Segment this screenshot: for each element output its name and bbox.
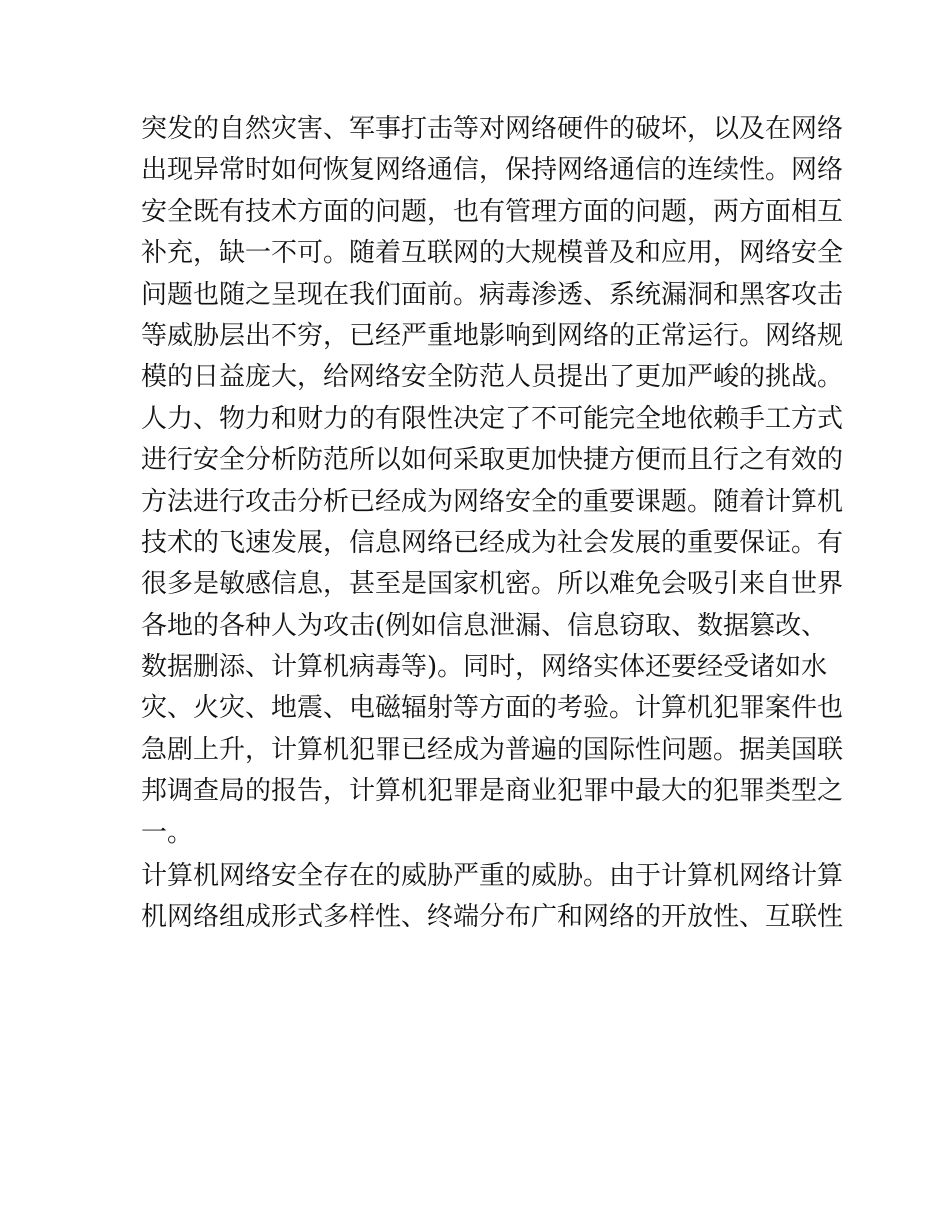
text-line: 急剧上升，计算机犯罪已经成为普遍的国际性问题。据美国联 — [141, 734, 844, 765]
text-line: 人力、物力和财力的有限性决定了不可能完全地依赖手工方式 — [141, 403, 844, 434]
text-line: 补充，缺一不可。随着互联网的大规模普及和应用，网络安全 — [141, 238, 844, 269]
text-line: 模的日益庞大，给网络安全防范人员提出了更加严峻的挑战。 — [141, 362, 844, 393]
document-body — [141, 109, 844, 939]
text-line: 方法进行攻击分析已经成为网络安全的重要课题。随着计算机 — [141, 486, 844, 517]
text-line: 很多是敏感信息，甚至是国家机密。所以难免会吸引来自世界 — [141, 569, 844, 600]
text-line: 安全既有技术方面的问题，也有管理方面的问题，两方面相互 — [141, 196, 844, 227]
text-line: 一。 — [141, 817, 194, 848]
text-line: 进行安全分析防范所以如何采取更加快捷方便而且行之有效的 — [141, 445, 844, 476]
text-line: 问题也随之呈现在我们面前。病毒渗透、系统漏洞和黑客攻击 — [141, 279, 844, 310]
text-line: 计算机网络安全存在的威胁严重的威胁。由于计算机网络计算 — [141, 861, 844, 892]
text-line: 技术的飞速发展，信息网络已经成为社会发展的重要保证。有 — [141, 527, 844, 558]
text-line: 邦调查局的报告，计算机犯罪是商业犯罪中最大的犯罪类型之 — [141, 776, 844, 807]
text-line: 突发的自然灾害、军事打击等对网络硬件的破坏，以及在网络 — [141, 114, 844, 144]
text-line: 灾、火灾、地震、电磁辐射等方面的考验。计算机犯罪案件也 — [141, 693, 844, 724]
text-line: 出现异常时如何恢复网络通信，保持网络通信的连续性。网络 — [141, 155, 844, 186]
text-line: 各地的各种人为攻击(例如信息泄漏、信息窃取、数据篡改、 — [141, 610, 828, 641]
paragraph-2 — [141, 856, 844, 939]
paragraph-1 — [141, 109, 844, 854]
text-line: 机网络组成形式多样性、终端分布广和网络的开放性、互联性 — [141, 902, 844, 933]
text-line: 数据删添、计算机病毒等)。同时，网络实体还要经受诸如水 — [141, 652, 828, 683]
text-line: 等威胁层出不穷，已经严重地影响到网络的正常运行。网络规 — [141, 320, 844, 351]
